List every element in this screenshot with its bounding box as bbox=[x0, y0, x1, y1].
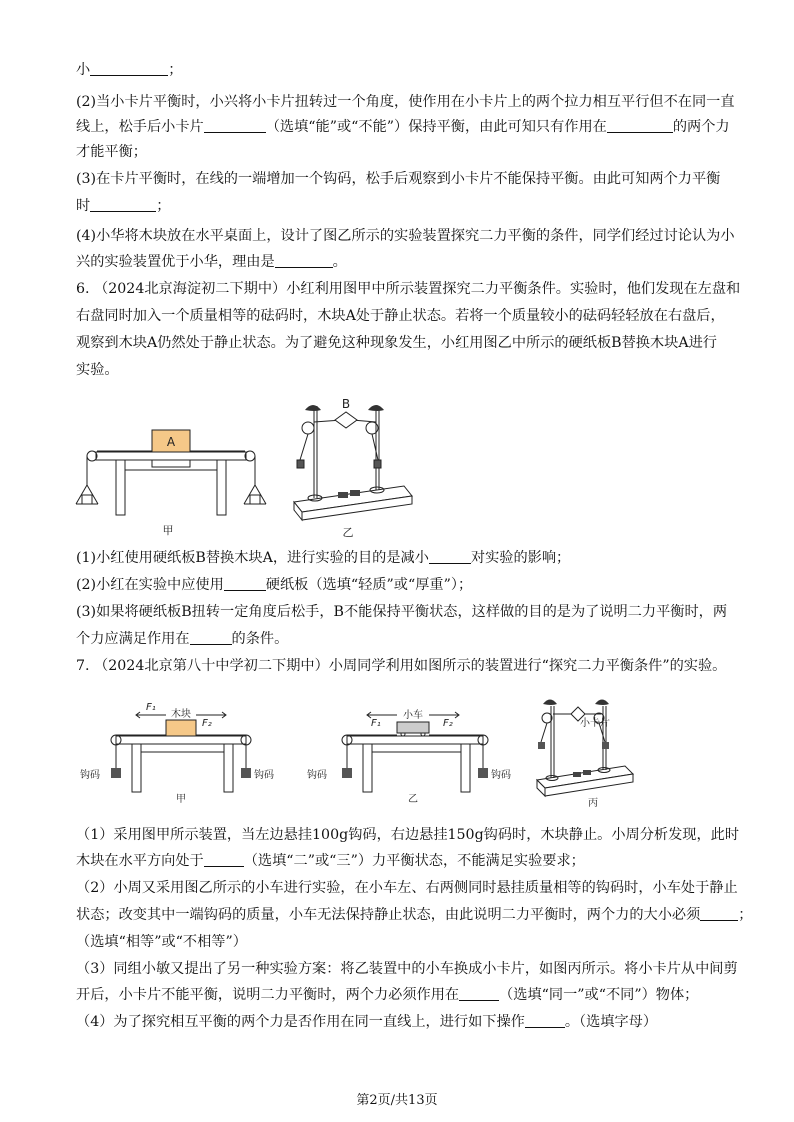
figure-caption: 甲 bbox=[176, 794, 186, 805]
text: 硬纸板（选填“轻质”或“厚重”）； bbox=[265, 577, 473, 593]
cardboard-b bbox=[335, 412, 357, 428]
q5-p4-line-1: (4)小华将木块放在水平桌面上，设计了图乙所示的实验装置探究二力平衡的条件，同学们经过讨论认为小 bbox=[76, 228, 735, 244]
text: （选填“同一”或“不同”）物体； bbox=[499, 987, 699, 1003]
answer-blank[interactable] bbox=[607, 118, 673, 133]
force-f1-label: F₁ bbox=[146, 702, 156, 713]
answer-blank[interactable] bbox=[204, 852, 244, 867]
text: ； bbox=[156, 198, 171, 214]
answer-blank[interactable] bbox=[429, 549, 471, 564]
q7-s4 bbox=[76, 1012, 657, 1032]
cart-label: 小车 bbox=[403, 710, 423, 721]
q6-line-4: 实验。 bbox=[76, 362, 119, 378]
wood-block-label: 木块 bbox=[171, 709, 191, 720]
force-f2-label: F₂ bbox=[443, 718, 453, 729]
q7-s1-line-1: （1）采用图甲所示装置，当左边悬挂100g钩码，右边悬挂150g钩码时，木块静止。小周分析发现，此时 bbox=[76, 827, 740, 843]
q6-line-3: 观察到木块A仍然处于静止状态。为了避免这种现象发生，小红用图乙中所示的硬纸板B替换木块A进行 bbox=[76, 335, 717, 351]
q7-s3-line-2 bbox=[76, 985, 698, 1005]
answer-blank[interactable] bbox=[459, 986, 499, 1001]
text: （4）为了探究相互平衡的两个力是否作用在同一直线上，进行如下操作 bbox=[76, 1014, 525, 1030]
small-card-label: 小卡片 bbox=[580, 718, 610, 729]
q7-figure-bing bbox=[535, 692, 645, 810]
q7-s2-line-2 bbox=[76, 905, 752, 925]
text: 兴的实验装置优于小华，理由是 bbox=[76, 254, 275, 270]
force-f2-label: F₂ bbox=[202, 718, 212, 729]
left-weight-label: 钩码 bbox=[307, 770, 327, 781]
cart bbox=[397, 722, 429, 733]
text: 线上，松手后小卡片 bbox=[76, 119, 204, 135]
q6-line-2: 右盘同时加入一个质量相等的砝码时，木块A处于静止状态。若将一个质量较小的砝码轻轻放在右盘后， bbox=[76, 308, 725, 324]
q7-s1-line-2 bbox=[76, 851, 585, 871]
q7-line-1: 7. （2024北京第八十中学初二下期中）小周同学利用如图所示的装置进行“探究二力平衡条件”的实验。 bbox=[76, 658, 727, 674]
text: 开后，小卡片不能平衡，说明二力平衡时，两个力必须作用在 bbox=[76, 987, 460, 1003]
answer-blank[interactable] bbox=[224, 576, 266, 591]
q5-p2-line-2 bbox=[76, 117, 730, 137]
q5-p2-line-3: 才能平衡； bbox=[76, 144, 147, 160]
answer-blank[interactable] bbox=[90, 197, 156, 212]
q5-line-0 bbox=[76, 60, 182, 80]
answer-blank[interactable] bbox=[275, 253, 333, 268]
answer-blank[interactable] bbox=[700, 906, 738, 921]
text: 的两个力 bbox=[672, 119, 730, 135]
q6-s3-line-1: (3)如果将硬纸板B扭转一定角度后松手，B不能保持平衡状态，这样做的目的是为了说明二力平衡时，两 bbox=[76, 604, 728, 620]
answer-blank[interactable] bbox=[90, 61, 168, 76]
text: 个力应满足作用在 bbox=[76, 631, 190, 647]
answer-blank[interactable] bbox=[525, 1013, 565, 1028]
text: 时 bbox=[76, 198, 91, 214]
text: （选填“能”或“不能”）保持平衡，由此可知只有作用在 bbox=[265, 119, 607, 135]
text: 对实验的影响； bbox=[470, 550, 571, 566]
q7-s3-line-1: （3）同组小敏又提出了另一种实验方案：将乙装置中的小车换成小卡片，如图丙所示。将小卡片从中间剪 bbox=[76, 961, 738, 977]
q5-p2-line-1: (2)当小卡片平衡时，小兴将小卡片扭转过一个角度，使作用在小卡片上的两个拉力相互平行但不在同一直 bbox=[76, 94, 735, 110]
text: 。（选填字母） bbox=[564, 1014, 658, 1030]
q5-p3-line-2 bbox=[76, 196, 170, 216]
cardboard-b-label: B bbox=[341, 397, 351, 411]
q7-figure-yi bbox=[305, 710, 511, 810]
answer-blank[interactable] bbox=[190, 630, 232, 645]
q6-line-1: 6. （2024北京海淀初二下期中）小红利用图甲中所示装置探究二力平衡条件。实验时，他们发现在左盘和 bbox=[76, 281, 741, 297]
figure-caption: 丙 bbox=[588, 798, 598, 809]
text: （选填“二”或“三”）力平衡状态，不能满足实验要求； bbox=[243, 853, 585, 869]
text: 的条件。 bbox=[231, 631, 289, 647]
text: 状态；改变其中一端钩码的质量，小车无法保持静止状态，由此说明二力平衡时，两个力的大小必须 bbox=[76, 907, 701, 923]
text: 木块在水平方向处于 bbox=[76, 853, 204, 869]
text: 。 bbox=[332, 254, 347, 270]
q7-s2-line-3: （选填“相等”或“不相等”） bbox=[76, 934, 247, 950]
figure-caption: 乙 bbox=[408, 794, 418, 805]
text: ； bbox=[168, 62, 183, 78]
figure-caption: 乙 bbox=[342, 526, 354, 539]
block-a-label: A bbox=[166, 435, 176, 449]
q7-figure-jia bbox=[80, 702, 274, 810]
left-weight-label: 钩码 bbox=[80, 770, 100, 781]
q5-p4-line-2 bbox=[76, 252, 347, 272]
q6-figure-jia bbox=[76, 430, 266, 540]
text: 小 bbox=[76, 62, 91, 78]
q6-s3-line-2 bbox=[76, 629, 288, 649]
q7-s2-line-1: （2）小周又采用图乙所示的小车进行实验，在小车左、右两侧同时悬挂质量相等的钩码时，小车处于静止 bbox=[76, 880, 738, 896]
right-weight-label: 钩码 bbox=[254, 770, 274, 781]
q6-s2 bbox=[76, 575, 472, 595]
force-f1-label: F₁ bbox=[371, 718, 381, 729]
answer-blank[interactable] bbox=[204, 118, 266, 133]
page-footer: 第2页/共13页 bbox=[356, 1093, 438, 1108]
q6-s1 bbox=[76, 548, 570, 568]
text: (1)小红使用硬纸板B替换木块A，进行实验的目的是减小 bbox=[76, 550, 429, 566]
wood-block bbox=[166, 720, 196, 736]
figure-caption: 甲 bbox=[162, 524, 174, 537]
right-weight-label: 钩码 bbox=[491, 770, 511, 781]
text: ； bbox=[738, 907, 753, 923]
q5-p3-line-1: (3)在卡片平衡时，在线的一端增加一个钩码，松手后观察到小卡片不能保持平衡。由此可知两个力平衡 bbox=[76, 171, 721, 187]
text: (2)小红在实验中应使用 bbox=[76, 577, 224, 593]
q6-figure-yi bbox=[292, 384, 417, 544]
